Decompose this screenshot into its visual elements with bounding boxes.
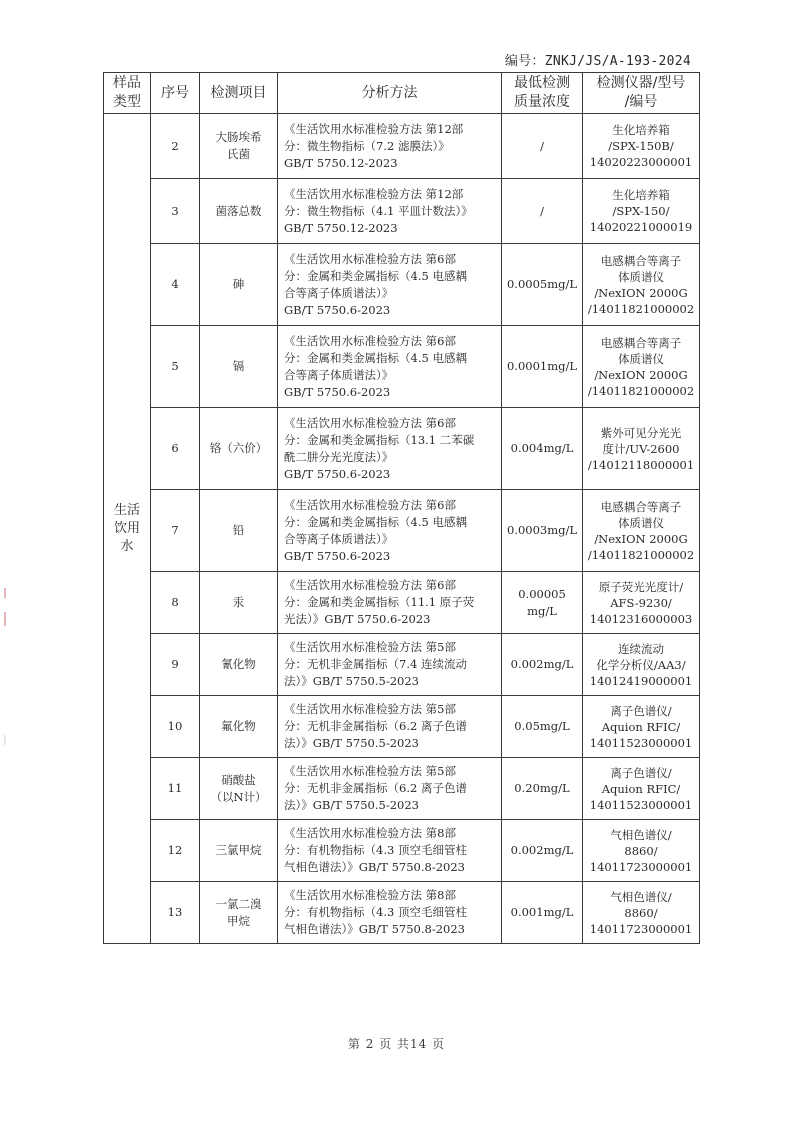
table-row xyxy=(104,820,700,882)
seq-cell: 2 xyxy=(151,114,200,179)
instrument-cell: 气相色谱仪/ 8860/ 14011723000001 xyxy=(583,882,700,944)
header-instrument: 检测仪器/型号 /编号 xyxy=(583,73,700,114)
table-header-row xyxy=(104,73,700,114)
instrument-cell: 电感耦合等离子 体质谱仪 /NexION 2000G /14011821000002 xyxy=(583,326,700,408)
item-cell: 一氯二溴 甲烷 xyxy=(200,882,278,944)
page-footer: 第 2 页 共14 页 xyxy=(347,1037,446,1051)
item-cell: 铅 xyxy=(200,490,278,572)
method-cell: 《生活饮用水标准检验方法 第8部 分：有机物指标（4.3 顶空毛细管柱 气相色谱法）》GB/T 5750.8-2023 xyxy=(278,820,502,882)
scan-edge-mark xyxy=(4,612,6,626)
sample-type-cell: 生活 饮用 水 xyxy=(104,114,151,944)
seq-cell: 4 xyxy=(151,244,200,326)
limit-cell: 0.004mg/L xyxy=(502,408,583,490)
limit-cell: 0.002mg/L xyxy=(502,634,583,696)
item-cell: 硝酸盐 （以N计） xyxy=(200,758,278,820)
limit-cell: 0.001mg/L xyxy=(502,882,583,944)
method-cell: 《生活饮用水标准检验方法 第8部 分：有机物指标（4.3 顶空毛细管柱 气相色谱法）》GB/T 5750.8-2023 xyxy=(278,882,502,944)
seq-cell: 8 xyxy=(151,572,200,634)
method-cell: 《生活饮用水标准检验方法 第5部 分：无机非金属指标（6.2 离子色谱 法）》GB/T 5750.5-2023 xyxy=(278,758,502,820)
instrument-cell: 离子色谱仪/ Aquion RFIC/ 14011523000001 xyxy=(583,696,700,758)
header-limit: 最低检测 质量浓度 xyxy=(502,73,583,114)
limit-cell: / xyxy=(502,179,583,244)
limit-cell: 0.002mg/L xyxy=(502,820,583,882)
limit-cell: 0.05mg/L xyxy=(502,696,583,758)
table-row xyxy=(104,408,700,490)
table-body xyxy=(104,114,700,944)
table-row xyxy=(104,114,700,179)
seq-cell: 12 xyxy=(151,820,200,882)
table-row xyxy=(104,696,700,758)
instrument-cell: 生化培养箱 /SPX-150B/ 14020223000001 xyxy=(583,114,700,179)
scan-edge-mark xyxy=(4,735,6,745)
seq-cell: 11 xyxy=(151,758,200,820)
seq-cell: 13 xyxy=(151,882,200,944)
item-cell: 三氯甲烷 xyxy=(200,820,278,882)
method-cell: 《生活饮用水标准检验方法 第12部 分：微生物指标（7.2 滤膜法）》 GB/T 5750.12-2023 xyxy=(278,114,502,179)
instrument-cell: 电感耦合等离子 体质谱仪 /NexION 2000G /14011821000002 xyxy=(583,490,700,572)
limit-cell: 0.0003mg/L xyxy=(502,490,583,572)
limit-cell: 0.0001mg/L xyxy=(502,326,583,408)
instrument-cell: 离子色谱仪/ Aquion RFIC/ 14011523000001 xyxy=(583,758,700,820)
table-row xyxy=(104,758,700,820)
instrument-cell: 连续流动 化学分析仪/AA3/ 14012419000001 xyxy=(583,634,700,696)
method-cell: 《生活饮用水标准检验方法 第6部 分：金属和类金属指标（4.5 电感耦 合等离子体质谱法）》 GB/T 5750.6-2023 xyxy=(278,490,502,572)
method-cell: 《生活饮用水标准检验方法 第5部 分：无机非金属指标（6.2 离子色谱 法）》GB/T 5750.5-2023 xyxy=(278,696,502,758)
table-row xyxy=(104,179,700,244)
instrument-cell: 原子荧光光度计/ AFS-9230/ 14012316000003 xyxy=(583,572,700,634)
limit-cell: / xyxy=(502,114,583,179)
seq-cell: 9 xyxy=(151,634,200,696)
header-item: 检测项目 xyxy=(200,73,278,114)
table-row xyxy=(104,882,700,944)
seq-cell: 3 xyxy=(151,179,200,244)
instrument-cell: 生化培养箱 /SPX-150/ 14020221000019 xyxy=(583,179,700,244)
scan-edge-mark xyxy=(4,588,6,598)
header-sample-type: 样品 类型 xyxy=(104,73,151,114)
item-cell: 氟化物 xyxy=(200,696,278,758)
item-cell: 砷 xyxy=(200,244,278,326)
method-cell: 《生活饮用水标准检验方法 第6部 分：金属和类金属指标（4.5 电感耦 合等离子体质谱法）》 GB/T 5750.6-2023 xyxy=(278,244,502,326)
seq-cell: 7 xyxy=(151,490,200,572)
item-cell: 汞 xyxy=(200,572,278,634)
item-cell: 大肠埃希 氏菌 xyxy=(200,114,278,179)
item-cell: 氰化物 xyxy=(200,634,278,696)
method-cell: 《生活饮用水标准检验方法 第6部 分：金属和类金属指标（11.1 原子荧 光法）》GB/T 5750.6-2023 xyxy=(278,572,502,634)
item-cell: 镉 xyxy=(200,326,278,408)
limit-cell: 0.20mg/L xyxy=(502,758,583,820)
item-cell: 菌落总数 xyxy=(200,179,278,244)
header-method: 分析方法 xyxy=(278,73,502,114)
method-cell: 《生活饮用水标准检验方法 第6部 分：金属和类金属指标（13.1 二苯碳 酰二肼分光光度法）》 GB/T 5750.6-2023 xyxy=(278,408,502,490)
method-cell: 《生活饮用水标准检验方法 第5部 分：无机非金属指标（7.4 连续流动 法）》GB/T 5750.5-2023 xyxy=(278,634,502,696)
table-row xyxy=(104,490,700,572)
limit-cell: 0.00005 mg/L xyxy=(502,572,583,634)
table-row xyxy=(104,634,700,696)
method-cell: 《生活饮用水标准检验方法 第6部 分：金属和类金属指标（4.5 电感耦 合等离子体质谱法）》 GB/T 5750.6-2023 xyxy=(278,326,502,408)
seq-cell: 6 xyxy=(151,408,200,490)
test-items-table xyxy=(103,72,700,944)
method-cell: 《生活饮用水标准检验方法 第12部 分：微生物指标（4.1 平皿计数法）》 GB/T 5750.12-2023 xyxy=(278,179,502,244)
seq-cell: 10 xyxy=(151,696,200,758)
table-row xyxy=(104,326,700,408)
seq-cell: 5 xyxy=(151,326,200,408)
table-row xyxy=(104,572,700,634)
instrument-cell: 紫外可见分光光 度计/UV-2600 /14012118000001 xyxy=(583,408,700,490)
instrument-cell: 气相色谱仪/ 8860/ 14011723000001 xyxy=(583,820,700,882)
item-cell: 铬（六价） xyxy=(200,408,278,490)
document-number: 编号：ZNKJ/JS/A-193-2024 xyxy=(504,54,691,69)
instrument-cell: 电感耦合等离子 体质谱仪 /NexION 2000G /14011821000002 xyxy=(583,244,700,326)
header-seq: 序号 xyxy=(151,73,200,114)
limit-cell: 0.0005mg/L xyxy=(502,244,583,326)
table-row xyxy=(104,244,700,326)
